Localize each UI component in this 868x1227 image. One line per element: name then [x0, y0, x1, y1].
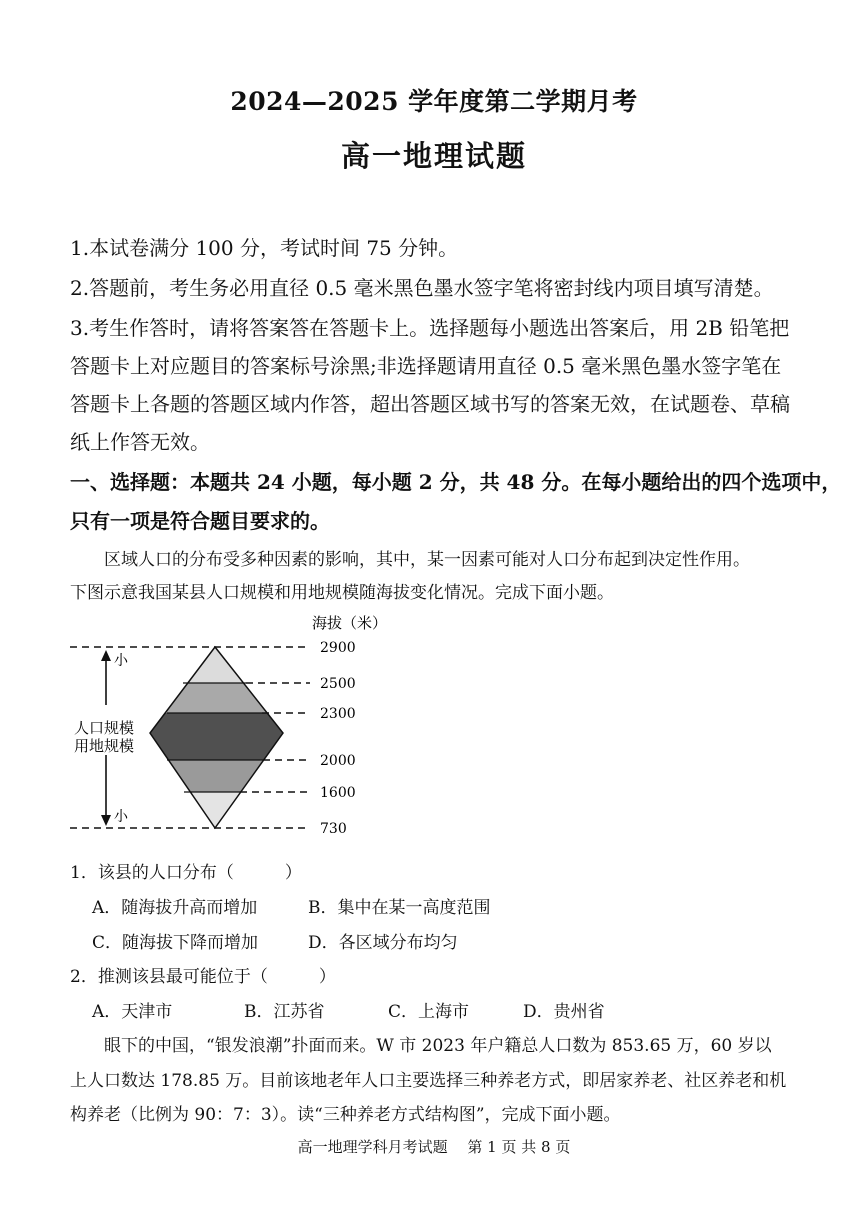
side-label-population: 人口规模	[74, 719, 135, 737]
elevation-label-1600: 1600	[320, 785, 356, 801]
q1-option-a: A．随海拔升高而增加	[92, 898, 258, 918]
elevation-label-730: 730	[320, 821, 347, 837]
q1-option-b: B．集中在某一高度范围	[308, 898, 491, 918]
passage2-line3: 构养老（比例为 90：7：3）。读“三种养老方式结构图”，完成下面小题。	[70, 1105, 621, 1125]
instruction-1: 1.本试卷满分 100 分，考试时间 75 分钟。	[70, 236, 459, 260]
band-2300-2500	[140, 683, 290, 713]
diamond-bands	[140, 647, 290, 828]
elevation-label-2500: 2500	[320, 676, 356, 692]
instruction-3-cont-1: 答题卡上对应题目的答案标号涂黑;非选择题请用直径 0.5 毫米黑色墨水签字笔在	[70, 354, 782, 378]
figure-axis-title: 海拔（米）	[312, 614, 388, 632]
band-730-1600	[140, 792, 290, 828]
q2-option-d: D．贵州省	[523, 1002, 605, 1022]
section-heading-cont: 只有一项是符合题目要求的。	[70, 509, 330, 533]
passage1-line2: 下图示意我国某县人口规模和用地规模随海拔变化情况。完成下面小题。	[70, 583, 614, 603]
elevation-label-2300: 2300	[320, 706, 356, 722]
q2-stem: 2．推测该县最可能位于（ ）	[70, 967, 336, 987]
elevation-label-2000: 2000	[320, 753, 356, 769]
q2-option-c: C．上海市	[388, 1002, 470, 1022]
q1-option-d: D．各区域分布均匀	[308, 933, 458, 953]
band-2000-2300	[140, 713, 290, 760]
instruction-2: 2.答题前，考生务必用直径 0.5 毫米黑色墨水签字笔将密封线内项目填写清楚。	[70, 276, 774, 300]
band-1600-2000	[140, 760, 290, 792]
section-heading: 一、选择题：本题共 24 小题，每小题 2 分，共 48 分。在每小题给出的四个选项中，	[70, 470, 842, 494]
arrow-up-head	[101, 650, 111, 661]
q2-option-a: A．天津市	[92, 1002, 173, 1022]
arrow-down-head	[101, 815, 111, 826]
exam-title: 2024—2025 学年度第二学期月考	[230, 87, 638, 116]
passage1-line1: 区域人口的分布受多种因素的影响，其中，某一因素可能对人口分布起到决定性作用。	[104, 550, 750, 570]
elevation-label-2900: 2900	[320, 640, 356, 656]
exam-subtitle: 高一地理试题	[340, 139, 527, 173]
small-label-bottom: 小	[114, 809, 128, 825]
small-label-top: 小	[114, 653, 128, 669]
passage2-line1: 眼下的中国，“银发浪潮”扑面而来。W 市 2023 年户籍总人口数为 853.65 万，60 岁以	[104, 1036, 772, 1056]
q1-stem: 1．该县的人口分布（ ）	[70, 863, 302, 883]
page-footer: 高一地理学科月考试题 第 1 页 共 8 页	[297, 1138, 571, 1156]
q1-option-c: C．随海拔下降而增加	[92, 933, 259, 953]
instruction-3-cont-3: 纸上作答无效。	[70, 430, 210, 454]
instruction-3: 3.考生作答时，请将答案答在答题卡上。选择题每小题选出答案后，用 2B 铅笔把	[70, 316, 790, 340]
band-2500-2900	[140, 647, 290, 683]
passage2-line2: 上人口数达 178.85 万。目前该地老年人口主要选择三种养老方式，即居家养老、社区养老和机	[70, 1071, 787, 1091]
instruction-3-cont-2: 答题卡上各题的答题区域内作答，超出答题区域书写的答案无效，在试题卷、草稿	[70, 392, 790, 416]
elevation-population-figure	[70, 605, 430, 840]
side-label-land: 用地规模	[74, 737, 135, 755]
q2-option-b: B．江苏省	[244, 1002, 325, 1022]
